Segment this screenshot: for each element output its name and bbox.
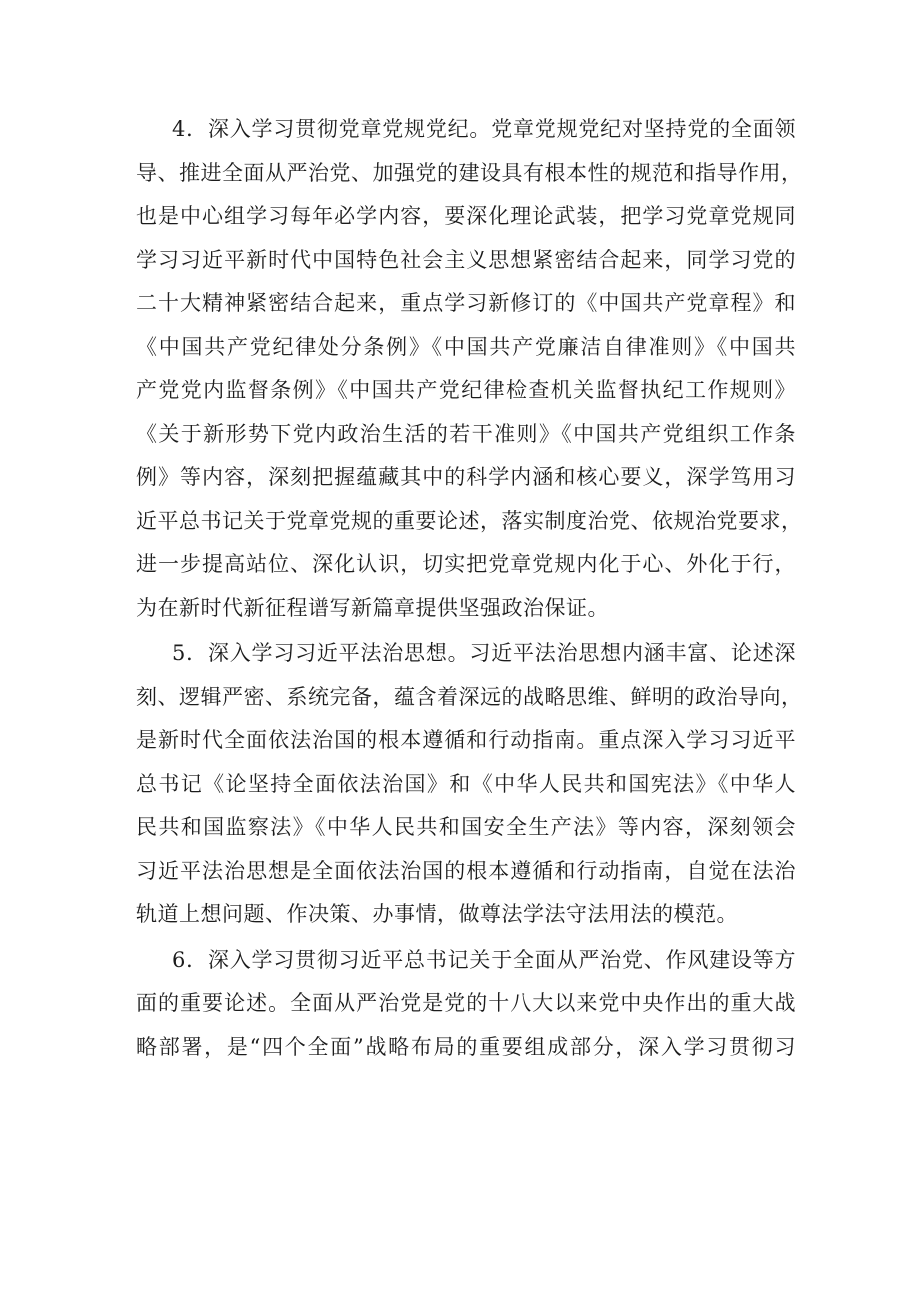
paragraph-line: 学习习近平新时代中国特色社会主义思想紧密结合起来，同学习党的 bbox=[136, 247, 796, 272]
paragraph-line: 总书记《论坚持全面依法治国》和《中华人民共和国宪法》《中华人 bbox=[136, 771, 796, 796]
paragraph-line: 《中国共产党纪律处分条例》《中国共产党廉洁自律准则》《中国共 bbox=[136, 334, 796, 359]
paragraph-line: 略部署，是“四个全面”战略布局的重要组成部分，深入学习贯彻习 bbox=[136, 1034, 796, 1059]
paragraph-item-6 bbox=[136, 939, 796, 1070]
paragraph-line: 4．深入学习贯彻党章党规党纪。党章党规党纪对坚持党的全面领 bbox=[172, 117, 796, 141]
paragraph-line: 《关于新形势下党内政治生活的若干准则》《中国共产党组织工作条 bbox=[136, 421, 796, 446]
paragraph-line: 产党党内监督条例》《中国共产党纪律检查机关监督执纪工作规则》 bbox=[136, 378, 796, 402]
paragraph-line: 是新时代全面依法治国的根本遵循和行动指南。重点深入学习习近平 bbox=[136, 728, 796, 752]
paragraph-line: 民共和国监察法》《中华人民共和国安全生产法》等内容，深刻领会 bbox=[136, 815, 796, 839]
paragraph-line: 二十大精神紧密结合起来，重点学习新修订的《中国共产党章程》和 bbox=[136, 291, 796, 315]
paragraph-line: 5．深入学习习近平法治思想。习近平法治思想内涵丰富、论述深 bbox=[172, 641, 796, 665]
document-body bbox=[136, 108, 803, 1069]
paragraph-line: 为在新时代新征程谱写新篇章提供坚强政治保证。 bbox=[136, 595, 609, 620]
paragraph-line: 导、推进全面从严治党、加强党的建设具有根本性的规范和指导作用， bbox=[136, 160, 803, 185]
paragraph-item-5 bbox=[136, 632, 803, 937]
paragraph-line: 面的重要论述。全面从严治党是党的十八大以来党中央作出的重大战 bbox=[136, 991, 796, 1015]
paragraph-item-4 bbox=[136, 108, 803, 630]
paragraph-line: 习近平法治思想是全面依法治国的根本遵循和行动指南，自觉在法治 bbox=[136, 858, 796, 883]
paragraph-line: 近平总书记关于党章党规的重要论述，落实制度治党、依规治党要求， bbox=[136, 508, 803, 533]
paragraph-line: 刻、逻辑严密、系统完备，蕴含着深远的战略思维、鲜明的政治导向， bbox=[136, 684, 803, 709]
paragraph-line: 轨道上想问题、作决策、办事情，做尊法学法守法用法的模范。 bbox=[136, 902, 738, 926]
paragraph-line: 例》等内容，深刻把握蕴藏其中的科学内涵和核心要义，深学笃用习 bbox=[136, 465, 796, 489]
paragraph-line: 进一步提高站位、深化认识，切实把党章党规内化于心、外化于行， bbox=[136, 552, 796, 576]
paragraph-line: 6．深入学习贯彻习近平总书记关于全面从严治党、作风建设等方 bbox=[172, 947, 796, 972]
paragraph-line: 也是中心组学习每年必学内容，要深化理论武装，把学习党章党规同 bbox=[136, 204, 796, 228]
